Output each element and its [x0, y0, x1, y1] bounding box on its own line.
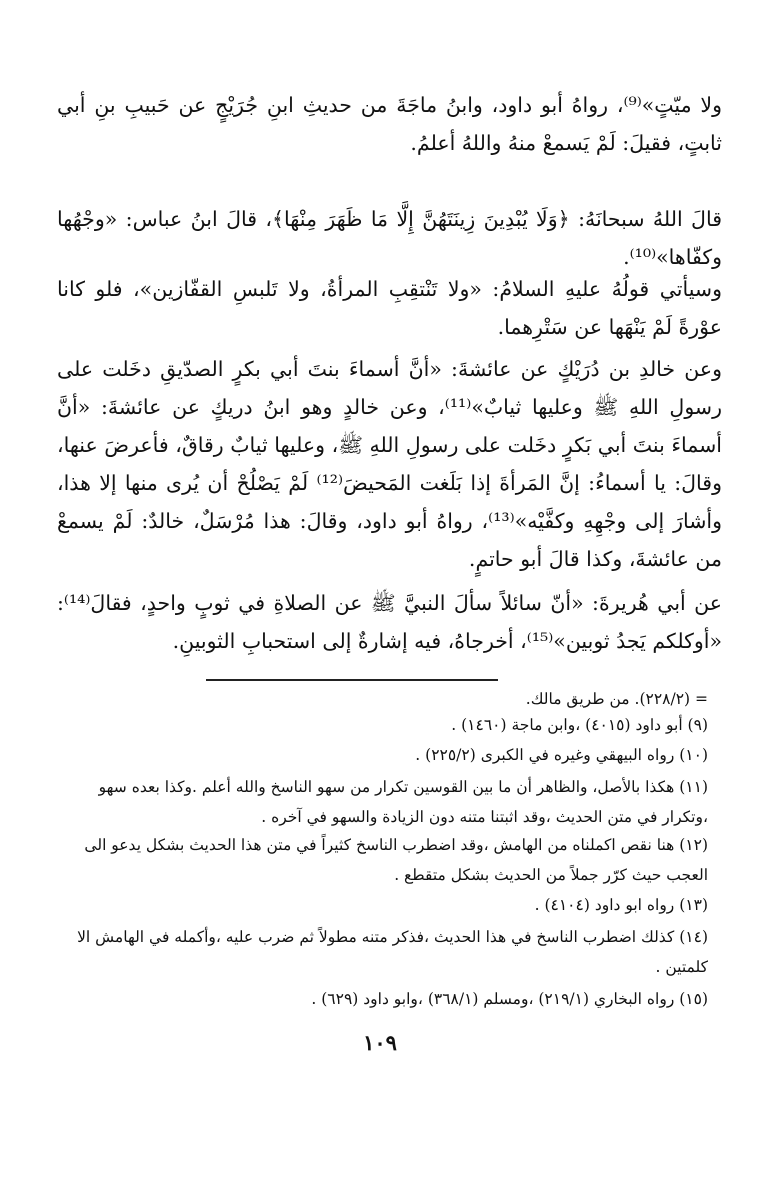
body-paragraph-5: عن أبي هُريرةَ: «أنّ سائلاً سألَ النبيَّ ﷺ عن الصلاةِ في ثوبٍ واحدٍ، فقالَ⁽¹⁴⁾: «أوكلكم يَجدُ ثوبين»⁽¹⁵⁾، أخرجاهُ، فيه إشارةٌ إلى استحبابِ الثوبينِ. — [57, 591, 722, 653]
footnote-continuation: = (٢٢٨/٢). من طريق مالك. — [525, 690, 708, 708]
footnote-separator — [206, 679, 498, 681]
body-paragraph-2: قالَ اللهُ سبحانَهُ: ﴿وَلَا يُبْدِينَ زِينَتَهُنَّ إِلَّا مَا ظَهَرَ مِنْهَا﴾، قالَ ابنُ عباس: «وجْهُها وكفّاها»⁽¹⁰⁾. — [57, 207, 722, 269]
footnote-11: (١١) هكذا بالأصل، والظاهر أن ما بين القوسين تكرار من سهو الناسخ والله أعلم .وكذا بعده سهو ،وتكرار في متن الحديث ،وقد اثبتنا متنه دون الزيادة والسهو في آخره . — [98, 778, 708, 826]
footnote-9: (٩) أبو داود (٤٠١٥) ،وابن ماجة (١٤٦٠) . — [451, 716, 708, 734]
body-paragraph-1: ولا ميّتٍ»⁽⁹⁾، رواهُ أبو داود، وابنُ ماجَةَ من حديثِ ابنِ جُرَيْجٍ عن حَبيبِ بنِ أبي ثابتٍ، فقيلَ: لَمْ يَسمعْ منهُ واللهُ أعلمُ. — [57, 93, 722, 155]
footnote-10: (١٠) رواه البيهقي وغيره في الكبرى (٢٢٥/٢) . — [415, 746, 708, 764]
footnote-14: (١٤) كذلك اضطرب الناسخ في هذا الحديث ،فذكر متنه مطولاً ثم ضرب عليه ،وأكمله في الهامش الا كلمتين . — [77, 928, 708, 976]
page-number: ١٠٩ — [363, 1030, 397, 1055]
body-paragraph-4: وعن خالدِ بن دُرَيْكٍ عن عائشةَ: «أنَّ أسماءَ بنتَ أبي بكرٍ الصدّيقِ دخَلت على رسولِ اللهِ ﷺ وعليها ثيابٌ»⁽¹¹⁾، وعن خالدٍ وهو ابنُ دريكٍ عن عائشةَ: «أنَّ أسماءَ بنتَ أبي بَكرٍ دخَلت على رسولِ اللهِ ﷺ، وعليها ثيابٌ رقاقٌ، فأعرضَ عنها، وقالَ: يا أسماءُ: إنَّ المَرأةَ إذا بَلَغت المَحيضَ⁽¹²⁾ لَمْ يَصْلُحْ أن يُرى منها إلا هذا، وأشارَ إلى وجْهِهِ وكفَّيْه»⁽¹³⁾، رواهُ أبو داود، وقالَ: هذا مُرْسَلٌ، خالدٌ: لَمْ يسمعْ من عائشةَ، وكذا قالَ أبو حاتمٍ. — [57, 357, 722, 571]
footnote-15: (١٥) رواه البخاري (٢١٩/١) ،ومسلم (٣٦٨/١) ،وابو داود (٦٢٩) . — [311, 990, 708, 1008]
footnote-13: (١٣) رواه ابو داود (٤١٠٤) . — [534, 896, 708, 914]
footnote-12: (١٢) هنا نقص اكملناه من الهامش ،وقد اضطرب الناسخ كثيراً في متن هذا الحديث بشكل يدعو الى العجب حيث كرّر جملاً من الحديث بشكل متقطع . — [84, 836, 708, 884]
body-paragraph-3: وسيأتي قولُهُ عليهِ السلامُ: «ولا تَنْتقِبِ المرأةُ، ولا تَلبسِ القفّازين»، فلو كانا عوْرةً لَمْ يَنْهَها عن سَتْرِهما. — [57, 277, 722, 339]
